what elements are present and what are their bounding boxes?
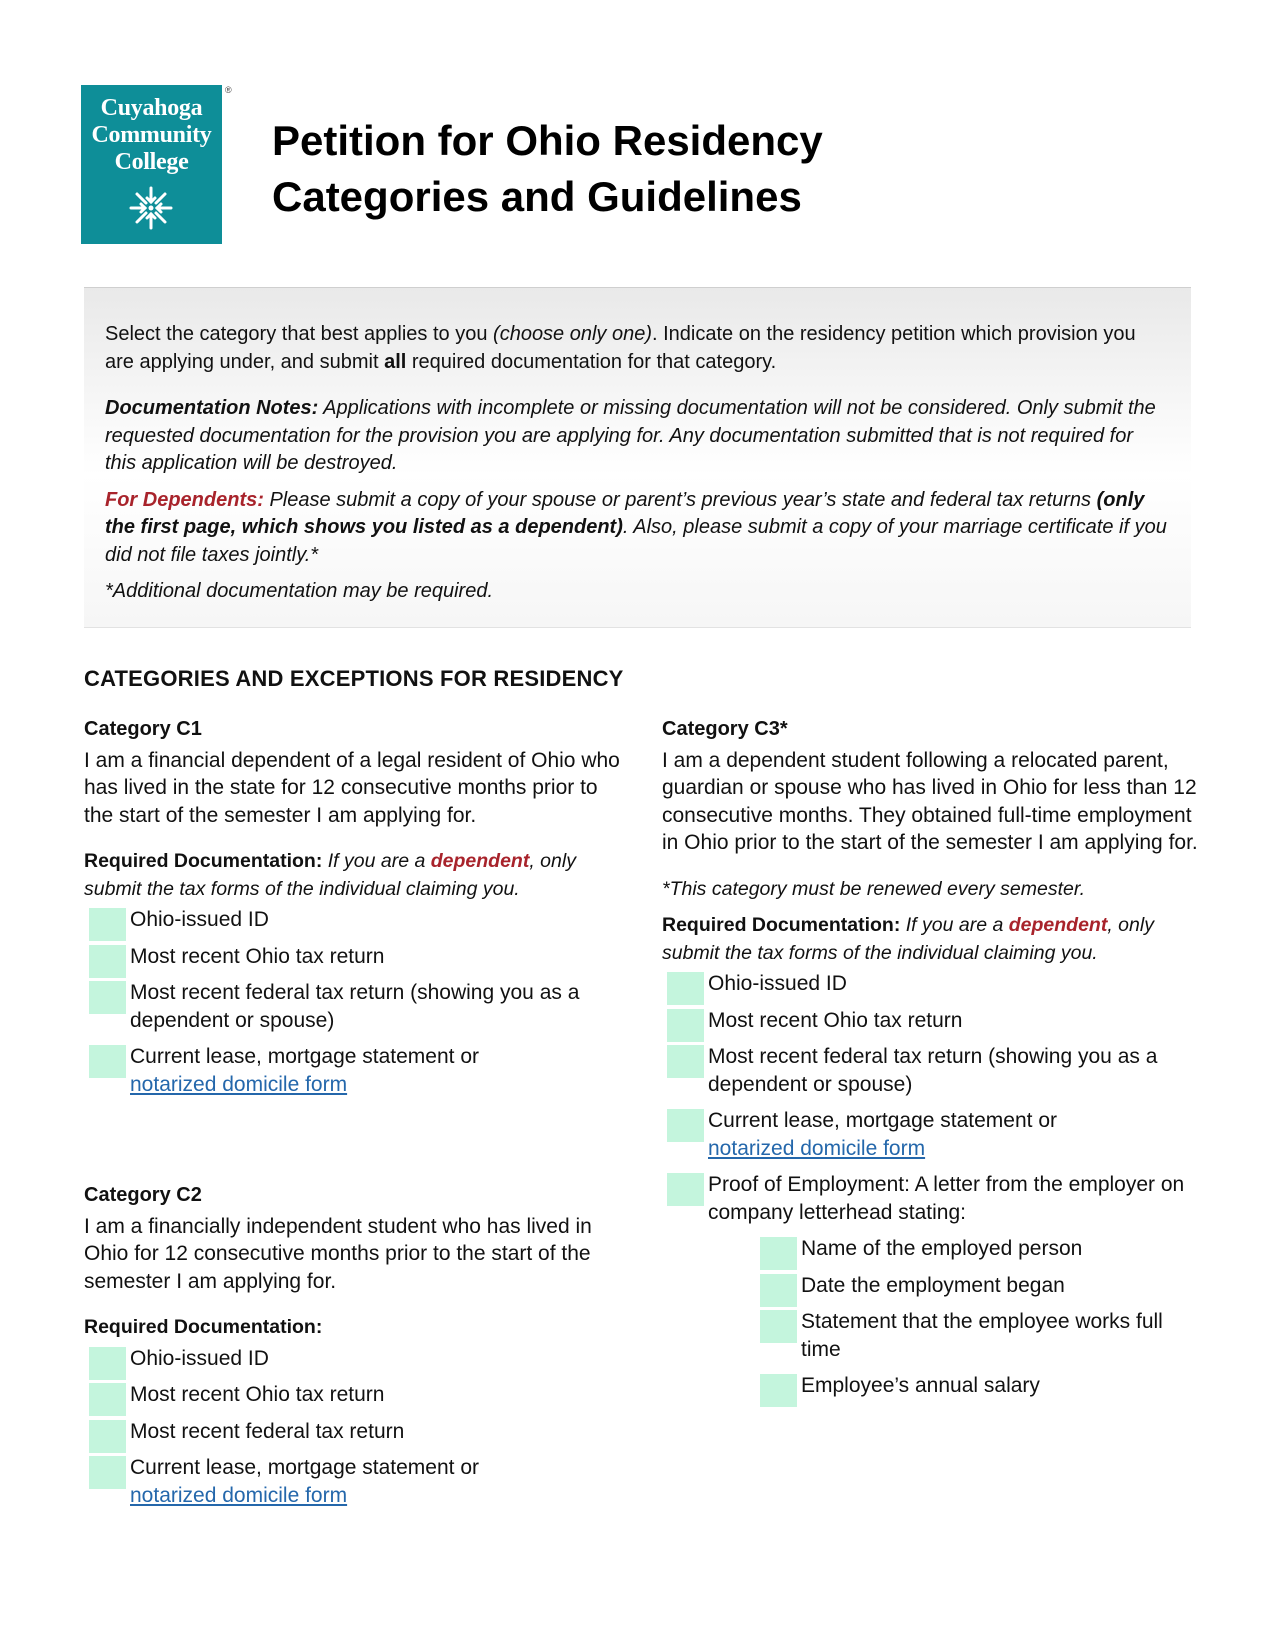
checklist-item — [84, 979, 624, 1034]
required-text: , only submit the tax forms of the individual claiming you. — [84, 850, 576, 900]
required-label: Required Documentation: — [662, 914, 901, 936]
renewal-note: *This category must be renewed every semester. — [662, 877, 1086, 900]
notes-text: Applications with incomplete or missing documentation will not be considered. Only submit the requested documentation for the provision you are applying for. Any documentation submitted that is not required for this application will be destroyed. — [105, 397, 1156, 474]
snowflake-logo-icon — [127, 184, 175, 232]
checkbox[interactable] — [760, 1274, 797, 1307]
checklist — [84, 906, 624, 1098]
category-c2 — [84, 1182, 624, 1518]
checklist-item — [84, 906, 624, 934]
title-line-1: Petition for Ohio Residency — [272, 117, 823, 164]
category-title: Category C2 — [84, 1184, 202, 1206]
required-documentation — [84, 848, 624, 903]
checklist — [84, 1345, 624, 1510]
checklist — [662, 970, 1202, 1400]
checklist-item — [755, 1308, 1202, 1363]
notes-label: Documentation Notes: — [105, 397, 319, 419]
required-text: If you are a — [322, 850, 431, 872]
checkbox[interactable] — [89, 908, 126, 941]
category-description: I am a financial dependent of a legal resident of Ohio who has lived in the state for 12 consecutive months prior to the start of the semester I am applying for. — [84, 748, 620, 827]
dependent-highlight: dependent — [1008, 914, 1108, 936]
dependents-text: Please submit a copy of your spouse or parent’s previous year’s state and federal tax returns — [263, 488, 1097, 511]
sub-checklist — [755, 1235, 1202, 1400]
required-text: If you are a — [900, 914, 1009, 936]
required-label: Required Documentation: — [84, 1316, 323, 1338]
checklist-label: Most recent Ohio tax return — [130, 944, 385, 968]
checklist-item — [755, 1235, 1202, 1263]
category-description: I am a financially independent student who has lived in Ohio for 12 consecutive months prior to the start of the semester I am applying for. — [84, 1214, 592, 1293]
instructions-box — [84, 287, 1191, 628]
logo-line-2: Community — [91, 122, 212, 148]
category-description: I am a dependent student following a relocated parent, guardian or spouse who has lived in Ohio for less than 12 consecutive months. They obtained full-time employment in Ohio prior to the start of the semester I am applying for. — [662, 748, 1198, 854]
page-title — [272, 113, 823, 225]
instructions-paragraph — [105, 321, 1169, 376]
documentation-notes — [105, 395, 1169, 478]
checklist-item — [84, 1381, 624, 1409]
logo-line-3: College — [114, 149, 189, 175]
checklist-label: Most recent federal tax return — [130, 1419, 405, 1443]
dependents-label: For Dependents: — [105, 488, 264, 511]
dependents-bold: (only the first page, which shows you listed as a dependent) — [105, 488, 1145, 538]
required-documentation — [662, 912, 1202, 967]
checkbox[interactable] — [667, 1009, 704, 1042]
checklist-item — [755, 1272, 1202, 1300]
checklist-label: Current lease, mortgage statement or — [708, 1109, 1058, 1132]
checklist-item — [755, 1372, 1202, 1400]
checklist-item — [662, 1043, 1202, 1098]
required-documentation — [84, 1314, 624, 1342]
checklist-item — [84, 943, 624, 971]
checkbox[interactable] — [667, 972, 704, 1005]
checkbox[interactable] — [667, 1109, 704, 1142]
checklist-item — [84, 1345, 624, 1373]
section-heading: CATEGORIES AND EXCEPTIONS FOR RESIDENCY — [84, 666, 624, 691]
additional-note: *Additional documentation may be required. — [105, 580, 494, 602]
checkbox[interactable] — [760, 1237, 797, 1270]
checklist-label: Most recent federal tax return (showing you as a dependent or spouse) — [708, 1045, 1158, 1096]
domicile-form-link[interactable]: notarized domicile form — [708, 1136, 926, 1160]
checklist-item — [662, 970, 1202, 998]
instructions-emphasis: (choose only one) — [493, 323, 653, 345]
domicile-form-link[interactable]: notarized domicile form — [130, 1072, 348, 1096]
checkbox[interactable] — [89, 1456, 126, 1489]
checklist-item — [662, 1007, 1202, 1035]
instructions-text: . Indicate on the residency petition which provision you are applying under, and submit — [105, 323, 1136, 373]
checkbox[interactable] — [667, 1045, 704, 1078]
checklist-label: Ohio-issued ID — [130, 908, 269, 931]
checklist-label: Date the employment began — [801, 1273, 1065, 1297]
checklist-label: Most recent federal tax return (showing you as a dependent or spouse) — [130, 981, 580, 1032]
checkbox[interactable] — [89, 1347, 126, 1380]
checklist-label: Proof of Employment: A letter from the employer on company letterhead stating: — [708, 1173, 1185, 1224]
checklist-label: Current lease, mortgage statement or — [130, 1456, 480, 1479]
category-c1 — [84, 716, 624, 1107]
checklist-label: Statement that the employee works full time — [801, 1310, 1163, 1361]
checklist-label: Employee’s annual salary — [801, 1374, 1040, 1397]
checkbox[interactable] — [89, 1420, 126, 1453]
checklist-label: Name of the employed person — [801, 1237, 1083, 1260]
instructions-text: required documentation for that category. — [406, 350, 777, 373]
checklist-label: Ohio-issued ID — [708, 972, 847, 995]
category-title: Category C1 — [84, 718, 202, 740]
checkbox[interactable] — [89, 981, 126, 1014]
college-logo — [81, 85, 222, 244]
instructions-text: Select the category that best applies to you — [105, 323, 494, 345]
instructions-bold: all — [384, 350, 407, 373]
checklist-item — [662, 1171, 1202, 1400]
dependents-note — [105, 487, 1169, 570]
checklist-label: Most recent Ohio tax return — [130, 1383, 385, 1406]
checkbox[interactable] — [760, 1374, 797, 1407]
checklist-item — [84, 1454, 624, 1509]
checkbox[interactable] — [667, 1173, 704, 1206]
registered-mark: ® — [225, 85, 232, 95]
logo-line-1: Cuyahoga — [100, 95, 203, 121]
checkbox[interactable] — [89, 1383, 126, 1416]
category-c3 — [662, 716, 1202, 1409]
checklist-item — [84, 1418, 624, 1446]
dependent-highlight: dependent — [430, 850, 530, 872]
checklist-label: Ohio-issued ID — [130, 1346, 269, 1370]
checklist-label: Most recent Ohio tax return — [708, 1008, 963, 1032]
checkbox[interactable] — [760, 1310, 797, 1343]
checkbox[interactable] — [89, 945, 126, 978]
checklist-item — [84, 1043, 624, 1098]
title-line-2: Categories and Guidelines — [272, 173, 802, 220]
category-title: Category C3* — [662, 718, 788, 740]
checklist-label: Current lease, mortgage statement or — [130, 1045, 480, 1068]
required-text: , only submit the tax forms of the individual claiming you. — [662, 914, 1154, 964]
checkbox[interactable] — [89, 1045, 126, 1078]
required-label: Required Documentation: — [84, 850, 323, 872]
domicile-form-link[interactable]: notarized domicile form — [130, 1483, 348, 1507]
checklist-item — [662, 1107, 1202, 1162]
dependents-text: . Also, please submit a copy of your marriage certificate if you did not file taxes jointly.* — [105, 516, 1167, 566]
